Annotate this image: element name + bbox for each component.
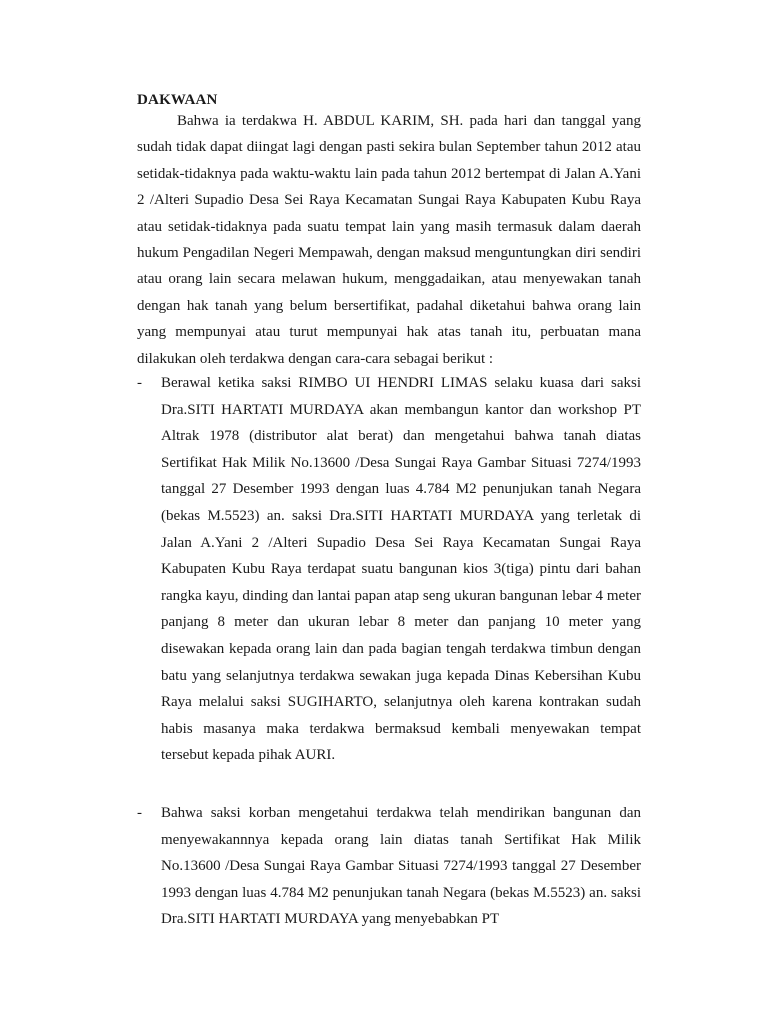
bullet-text: Bahwa saksi korban mengetahui terdakwa telah mendirikan bangunan dan menyewakannnya kepada orang lain diatas tanah Sertifikat Hak Milik No.13600 /Desa Sungai Raya Gambar Situasi 7274/1993 tanggal 27 Desember 1993 dengan luas 4.784 M2 penunjukan tanah Negara (bekas M.5523) an. saksi Dra.SITI HARTATI MURDAYA yang menyebabkan PT <box>161 805 641 928</box>
intro-paragraph: Bahwa ia terdakwa H. ABDUL KARIM, SH. pada hari dan tanggal yang sudah tidak dapat diingat lagi dengan pasti sekira bulan September tahun 2012 atau setidak-tidaknya pada waktu-waktu lain pada tahun 2012 bertempat di Jalan A.Yani 2 /Alteri Supadio Desa Sei Raya Kecamatan Sungai Raya Kabupaten Kubu Raya atau setidak-tidaknya pada suatu tempat lain yang masih termasuk dalam daerah hukum Pengadilan Negeri Mempawah, dengan maksud menguntungkan diri sendiri atau orang lain secara melawan hukum, menggadaikan, atau menyewakan tanah dengan hak tanah yang belum bersertifikat, padahal diketahui bahwa orang lain yang mempunyai atau turut mempunyai hak atas tanah itu, perbuatan mana dilakukan oleh terdakwa dengan cara-cara sebagai berikut : <box>137 113 641 367</box>
list-item <box>137 800 641 933</box>
list-item <box>137 370 641 769</box>
bullet-marker: - <box>137 805 142 821</box>
document-title: DAKWAAN <box>137 92 218 108</box>
bullet-marker: - <box>137 375 142 391</box>
bullet-text: Berawal ketika saksi RIMBO UI HENDRI LIMAS selaku kuasa dari saksi Dra.SITI HARTATI MURDAYA akan membangun kantor dan workshop PT Altrak 1978 (distributor alat berat) dan mengetahui bahwa tanah diatas Sertifikat Hak Milik No.13600 /Desa Sungai Raya Gambar Situasi 7274/1993 tanggal 27 Desember 1993 dengan luas 4.784 M2 penunjukan tanah Negara (bekas M.5523) an. saksi Dra.SITI HARTATI MURDAYA yang terletak di Jalan A.Yani 2 /Alteri Supadio Desa Sei Raya Kecamatan Sungai Raya Kabupaten Kubu Raya terdapat suatu bangunan kios 3(tiga) pintu dari bahan rangka kayu, dinding dan lantai papan atap seng ukuran bangunan lebar 4 meter panjang 8 meter dan ukuran lebar 8 meter dan panjang 10 meter yang disewakan kepada orang lain dan pada bagian tengah terdakwa timbun dengan batu yang selanjutnya terdakwa sewakan juga kepada Dinas Kebersihan Kubu Raya melalui saksi SUGIHARTO, selanjutnya oleh karena kontrakan sudah habis masanya maka terdakwa bermaksud kembali menyewakan tempat tersebut kepada pihak AURI. <box>161 375 641 764</box>
